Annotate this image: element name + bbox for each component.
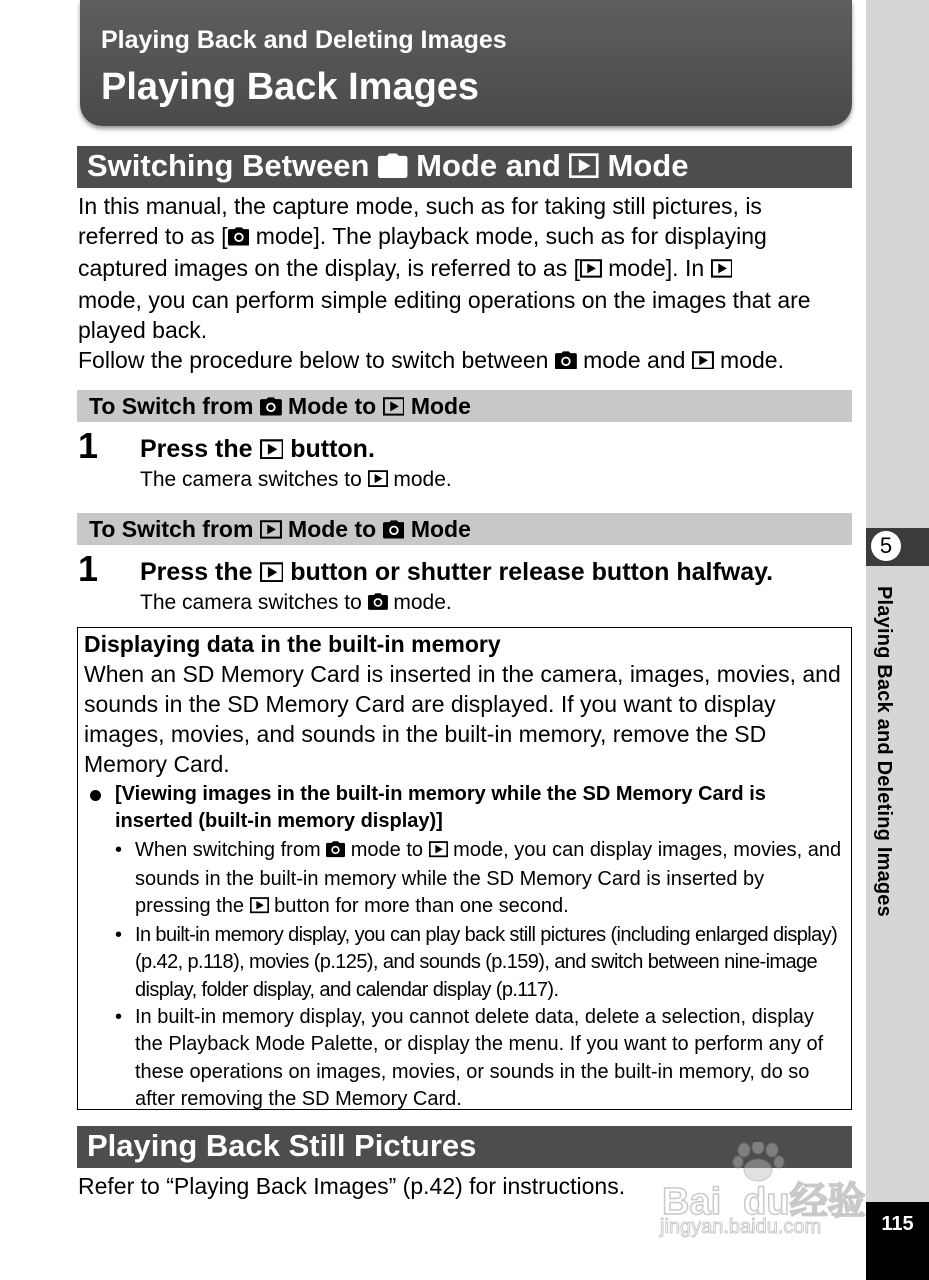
bullet-dot-icon (90, 790, 101, 801)
playback-icon (692, 346, 714, 376)
intro-line1: In this manual, the capture mode, such as for taking still pictures, is (78, 193, 762, 219)
intro-line6-text-b: mode and (576, 346, 686, 373)
page-number: 115 (866, 1202, 929, 1280)
intro-line2-text-a: referred to as [ (78, 223, 228, 249)
refer-text: Refer to “Playing Back Images” (p.42) for instructions. (78, 1173, 626, 1199)
chapter-title-vertical: Playing Back and Deleting Images (873, 586, 895, 917)
intro-line6 (78, 345, 858, 377)
playback-icon (383, 392, 405, 424)
step-number: 1 (78, 425, 99, 466)
camera-icon (326, 839, 345, 866)
step-number: 1 (78, 548, 99, 589)
step1-desc-b: mode. (387, 468, 452, 491)
step2-title-a: Press the (140, 558, 253, 586)
playback-icon (260, 436, 284, 466)
list-item (115, 837, 843, 922)
playback-icon (569, 148, 598, 188)
sub2-part2: Mode to (288, 516, 377, 542)
intro-line3 (78, 253, 858, 285)
camera-icon (555, 346, 577, 376)
camera-icon (228, 223, 250, 253)
step1-title-a: Press the (140, 435, 253, 463)
step-title (140, 557, 773, 589)
playback-icon (711, 255, 733, 285)
intro-line5: played back. (78, 316, 208, 343)
section-title-part1: Switching Between (87, 148, 370, 183)
note-title: Displaying data in the built-in memory (84, 631, 501, 657)
list-item: • In built-in memory display, you cannot delete data, delete a selection, display the Playback Mode Palette, or display the menu. If you want to perform any of these operations on images, movies, or sounds in the built-in memory, do so after removing the SD Memory Card. (115, 1004, 843, 1113)
watermark-text-du: du (743, 1181, 790, 1223)
step1-desc-a: The camera switches to (140, 468, 362, 491)
item1-text-c: mode, you can display images, movies, and sounds in the built-in memory while the SD Memory Card is inserted by pressing the (135, 839, 842, 918)
section-switching-modes (77, 146, 852, 188)
intro-line6-text-c: mode. (713, 346, 784, 373)
step-description (140, 467, 452, 495)
sub1-part2: Mode to (288, 393, 377, 419)
playback-icon (260, 559, 284, 589)
section-playing-back-still-pictures: Playing Back Still Pictures (77, 1126, 852, 1168)
item1-text-d: button for more than one second. (268, 895, 569, 918)
chapter-number: 5 (871, 531, 901, 561)
playback-icon (368, 469, 388, 495)
step2-desc-a: The camera switches to (140, 591, 362, 614)
sub1-part3: Mode (410, 393, 471, 419)
header-title: Playing Back Images (101, 66, 480, 108)
sub1-part1: To Switch from (89, 393, 254, 419)
playback-icon (429, 839, 448, 866)
subheading-capture-to-playback (77, 390, 852, 422)
intro-line3-text-a: captured images on the display, is referred to as [ (78, 254, 581, 281)
note-body: When an SD Memory Card is inserted in the camera, images, movies, and sounds in the SD Memory Card are displayed. If you want to display images, movies, and sounds in the built-in memory, remove the SD Memory Card. (84, 661, 841, 777)
baidu-watermark (658, 1142, 866, 1242)
camera-icon (368, 592, 388, 618)
section-title-part3: Mode (607, 148, 689, 183)
playback-icon (250, 895, 269, 922)
camera-icon (260, 392, 282, 424)
intro-line2 (78, 221, 858, 253)
step2-title-b: button or shutter release button halfway. (283, 558, 774, 586)
list-item: • In built-in memory display, you can play back still pictures (including enlarged display) (p.42, p.118), movies (p.125), and sounds (p.159), and switch between nine-image display, folder display, and calendar display (p.117). (115, 922, 843, 1004)
item1-text-b: mode to (345, 839, 424, 861)
header-subtitle: Playing Back and Deleting Images (101, 26, 507, 54)
note-bullet (84, 781, 843, 1113)
step-description (140, 590, 452, 618)
intro-line2-text-b: mode]. The playback mode, such as for displaying (249, 223, 767, 249)
camera-icon (383, 515, 405, 547)
sub2-part3: Mode (410, 516, 471, 542)
step1-title-b: button. (283, 435, 375, 463)
note-sub-list (115, 837, 843, 1113)
step-title (140, 434, 375, 466)
intro-line3-text-b: mode]. In (601, 254, 705, 281)
section-title-part2: Mode and (416, 148, 561, 183)
playback-icon (580, 255, 602, 285)
sub2-part1: To Switch from (89, 516, 254, 542)
watermark-url: jingyan.baidu.com (660, 1216, 822, 1238)
step2-desc-b: mode. (387, 591, 452, 614)
note-bullet-heading: [Viewing images in the built-in memory while the SD Memory Card is inserted (built-in memory display)] (115, 783, 766, 832)
note-box (77, 627, 852, 1110)
playback-icon (260, 515, 282, 547)
watermark-text-bai: Bai (662, 1181, 722, 1223)
subheading-playback-to-capture (77, 513, 852, 545)
item1-text-a: When switching from (135, 839, 321, 861)
intro-paragraph (78, 191, 858, 376)
intro-line6-text-a: Follow the procedure below to switch between (78, 346, 549, 373)
intro-line4: mode, you can perform simple editing operations on the images that are (78, 286, 811, 313)
watermark-text-jingyan: 经验 (789, 1181, 866, 1223)
camera-icon (378, 148, 407, 188)
